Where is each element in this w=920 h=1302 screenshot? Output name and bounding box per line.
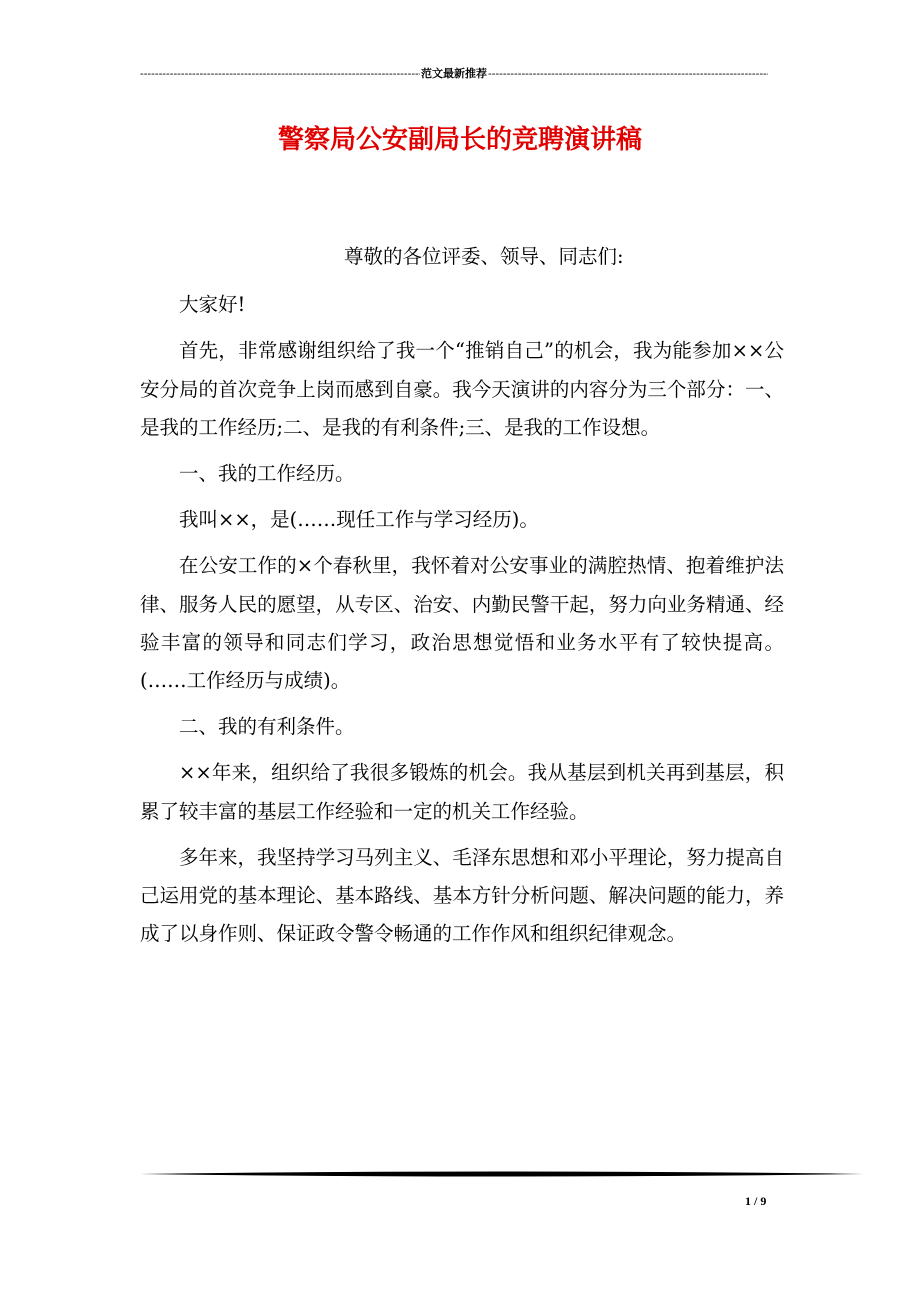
header-rule-left: [140, 67, 420, 81]
paragraph: 在公安工作的×个春秋里，我怀着对公安事业的满腔热情、抱着维护法律、服务人民的愿望，从专区、治安、内勤民警干起，努力向业务精通、经验丰富的领导和同志们学习，政治思想觉悟和业务水平有了较快提高。(……工作经历与成绩)。: [140, 554, 784, 693]
paragraph: 大家好!: [179, 293, 246, 317]
header-label: 范文最新推荐: [421, 67, 487, 80]
page-header: [140, 67, 768, 81]
document-title: 警察局公安副局长的竞聘演讲稿: [277, 125, 642, 155]
footer-rule: [140, 1170, 864, 1178]
section-heading: 一、我的工作经历。: [179, 462, 355, 486]
header-rule-right: [488, 67, 768, 81]
page-number: 1 / 9: [745, 1194, 767, 1208]
section-heading: 二、我的有利条件。: [179, 715, 355, 739]
salutation: 尊敬的各位评委、领导、同志们:: [344, 245, 624, 268]
paragraph: 首先，非常感谢组织给了我一个“推销自己”的机会，我为能参加××公安分局的首次竞争上岗而感到自豪。我今天演讲的内容分为三个部分：一、是我的工作经历;二、是我的有利条件;三、是我的工作设想。: [140, 339, 784, 439]
paragraph: 我叫××，是(……现任工作与学习经历)。: [179, 508, 539, 532]
document-body: [140, 238, 784, 961]
paragraph: 多年来，我坚持学习马列主义、毛泽东思想和邓小平理论，努力提高自己运用党的基本理论、基本路线、基本方针分析问题、解决问题的能力，养成了以身作则、保证政令警令畅通的工作作风和组织纪律观念。: [140, 845, 784, 946]
paragraph: ××年来，组织给了我很多锻炼的机会。我从基层到机关再到基层，积累了较丰富的基层工作经验和一定的机关工作经验。: [140, 761, 784, 823]
